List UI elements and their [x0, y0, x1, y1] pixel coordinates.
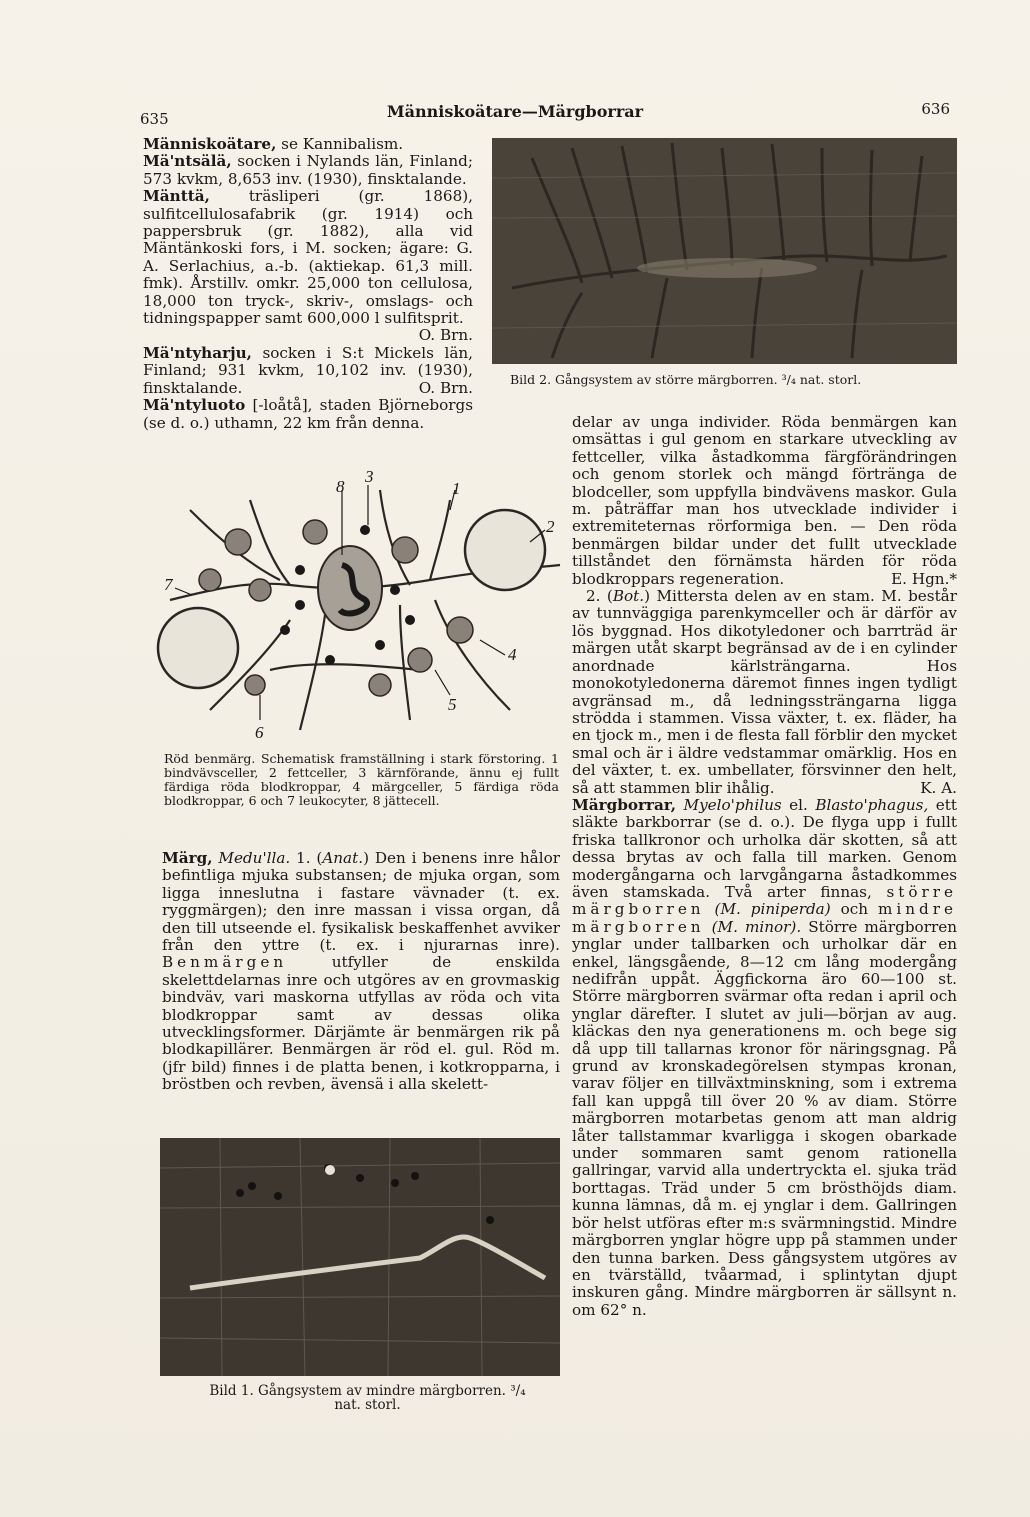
left-column	[143, 136, 473, 432]
entry-term: Mä'ntsälä,	[143, 152, 232, 171]
entry-marg-text	[162, 850, 560, 1094]
bild-1-caption: Bild 1. Gångsystem av mindre märgborren. ³/₄ nat. storl.	[209, 1383, 526, 1413]
entry-term: Mä'ntyluoto	[143, 396, 246, 415]
entry-anat: Anat.	[322, 849, 364, 867]
bild-2-caption: Bild 2. Gångsystem av större märgborren. ³/₄ nat. storl.	[510, 372, 862, 387]
bone-marrow-figure	[150, 470, 570, 745]
entry-latin: Myelo'philus	[676, 795, 782, 814]
fig-label-5: 5	[448, 695, 457, 714]
entry-text: ) Den i benens inre hålor befintliga mjuka substansen; de mjuka organ, som ligga inneslutna i fastare vävnader (t. ex. ryggmärgen); den inre massan i vissa organ, då den till utseende el. fysikalisk beskaffenhet avviker från den yttre (t. ex. i njurarnas inre).	[162, 849, 560, 955]
paragraph-num: 2. (	[586, 587, 613, 606]
fig-label-2: 2	[546, 517, 555, 536]
entry-marg	[162, 850, 560, 1094]
fig-label-4: 4	[508, 645, 517, 664]
entry-text: ett släkte barkborrar (se d. o.). De flyga upp i fullt friska tallkronor och urholka där skotten, så att dessa brytas av och falla till marken. Genom modergångarna och larvgångarna åstadkommes även stamskada. Två arter finnas,	[572, 795, 957, 901]
signature: K. A.	[920, 778, 957, 797]
entry-text: [-loåtå], staden Björneborgs (se d. o.) uthamn, 22 km från denna.	[143, 396, 473, 432]
entry-term: Märg,	[162, 849, 213, 867]
entry-text: el.	[781, 795, 816, 814]
paragraph-bot: Bot.	[612, 587, 645, 606]
entry-text: Större märgborren ynglar under tallbarken och urholkar där en enkel, längsgående, 8—12 cm lång modergång nedifrån uppåt. Äggfickorna äro 60—100 st. Större märgborren svärmar ofta redan i april och ynglar därefter. I slutet av juli—början av aug. kläckas den nya generationens m. och bege sig då upp till tallarnas kronor för näringsgnag. På grund av kronskadegörelsen stympas kronan, varav följer en tillväxtminskning, som i extrema fall kan uppgå till över 20 % av diam. Större märgborren motarbetas genom att man aldrig låter tallstammar kvarligga i skogen obarkade under sommaren samt genom rationella gallringar, varvid alla undertryckta el. sjuka träd borttagas. Träd under 5 cm brösthöjds diam. kunna lämnas, då m. ej ynglar i dem. Gallringen bör helst utföras efter m:s svärmningstid. Mindre märgborren ynglar högre upp på stammen under den tunna barken. Dess gångsystem utgöres av en tvärställd, tvåarmad, i splintytan djupt inskuren gång. Mindre märgborren är sällsynt n. om 62° n.	[572, 917, 957, 1319]
benmarg-continuation	[572, 414, 957, 588]
entry-mantta	[143, 187, 473, 345]
fig-label-6: 6	[255, 723, 264, 742]
entry-margborrar	[572, 797, 957, 1319]
marg-botany	[572, 588, 957, 797]
entry-latin: Medu'lla.	[212, 849, 291, 867]
bone-marrow-diagram	[150, 470, 570, 745]
signature: O. Brn.	[418, 326, 473, 345]
entry-spaced-term: större märgborren	[572, 882, 957, 919]
right-column	[572, 414, 957, 1319]
beetle-gallery-illustration	[492, 138, 957, 364]
entry-term: Märgborrar,	[572, 795, 677, 814]
entry-spaced-term: mindre märgborren	[572, 900, 957, 936]
signature: E. Hgn.*	[891, 569, 957, 588]
entry-num: 1. (	[290, 849, 323, 867]
entry-text: och	[830, 900, 878, 919]
paragraph-text: ) Mittersta delen av en stam. M. består av tunnväggiga parenkymceller och är därför av lös byggnad. Hos dikotyledoner och barrträd är märgen utåt skarpt begränsad av de i en cylinder anordnade kärlsträngarna. Hos monokotyledonerna däremot finnes ingen tydligt avgränsad m., då ledningssträngarna ligga strödda i stammen. Vissa växter, t. ex. fläder, ha en tjock m., men i de flesta fall förblir den mycket smal och är i äldre vedstammar omärklig. Hos en del växter, t. ex. umbellater, försvinner den helt, så att stammen blir ihålig.	[572, 587, 957, 797]
entry-manniskoatare	[143, 136, 473, 153]
entry-mantyharju	[143, 345, 473, 397]
entry-latin: Blasto'phagus,	[815, 795, 929, 814]
running-title: Människoätare—Märgborrar	[386, 102, 644, 121]
fig-label-8: 8	[336, 477, 345, 496]
fig-label-1: 1	[452, 479, 461, 498]
entry-text: se Kannibalism.	[276, 135, 404, 153]
entry-mantsala	[143, 153, 473, 188]
entry-latin: (M. piniperda)	[704, 900, 831, 919]
beetle-gallery-small-illustration	[160, 1138, 560, 1376]
entry-text: socken i Nylands län, Finland; 573 kvkm, 8,653 inv. (1930), finsktalande.	[143, 152, 473, 188]
entry-text: utfyller de enskilda skelettdelarnas inre och utgöres av en grovmaskig bindväv, vari maskorna utfyllas av röda och vita blodkroppar samt av dessas olika utvecklingsformer. Därjämte är benmärgen rik på blodkapillärer. Benmärgen är röd el. gul. Röd m. (jfr bild) finnes i de platta benen, i kotkropparna, i bröstben och revben, ävensä i alla skelett-	[162, 953, 560, 1094]
entry-term: Mänttä,	[143, 187, 210, 206]
entry-text: träsliperi (gr. 1868), sulfitcellulosafabrik (gr. 1914) och pappersbruk (gr. 1882), alla vid Mäntänkoski fors, i M. socken; ägare: G. A. Serlachius, a.-b. (aktiekap. 61,3 mill. fmk). Årstillv. omkr. 25,000 ton cellulosa, 18,000 ton tryck-, skriv-, omslags- och tidningspapper samt 600,000 l sulfitsprit.	[143, 187, 473, 328]
entry-spaced-term: Benmärgen	[162, 953, 288, 972]
entry-term: Människoätare,	[143, 135, 277, 153]
bild-2-photo	[492, 138, 957, 364]
entry-term: Mä'ntyharju,	[143, 343, 252, 362]
fig-label-7: 7	[164, 575, 173, 594]
entry-mantyluoto	[143, 397, 473, 432]
fig-label-3: 3	[365, 470, 374, 486]
bone-marrow-caption: Röd benmärg. Schematisk framställning i stark förstoring. 1 bindvävsceller, 2 fettceller, 3 kärnförande, ännu ej fullt färdiga röda blodkroppar, 4 märgceller, 5 färdiga röda blodkroppar, 6 och 7 leukocyter, 8 jättecell.	[164, 751, 559, 808]
signature: O. Brn.	[418, 378, 473, 397]
page-number-left: 635	[140, 110, 169, 128]
page-number-right: 636	[921, 100, 950, 118]
entry-text: socken i S:t Mickels län, Finland; 931 kvkm, 10,102 inv. (1930), finsktalande.	[143, 343, 473, 397]
paragraph-text: delar av unga individer. Röda benmärgen kan omsättas i gul genom en starkare utveckling av fettceller, vilka åstadkomma färgförändringen och genom storlek och mängd förtränga de blodceller, som uppfylla bindvävens maskor. Gula m. påträffar man hos utvecklade individer i extremiteternas rörformiga ben. — Den röda benmärgen bildar under det fullt utvecklade tillståndet den förnämsta härden för röda blodkroppars regeneration.	[572, 413, 957, 588]
bild-1-photo	[160, 1138, 560, 1376]
entry-latin: (M. minor).	[704, 917, 802, 936]
